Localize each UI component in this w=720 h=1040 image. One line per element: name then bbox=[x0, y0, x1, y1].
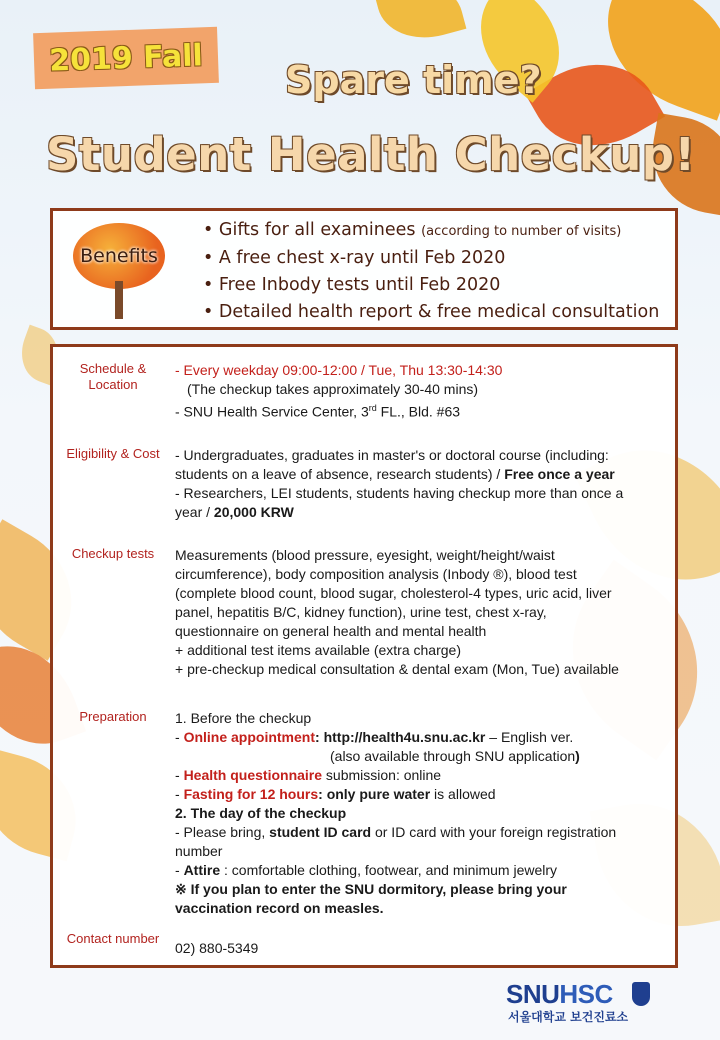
info-box bbox=[50, 344, 678, 968]
autumn-leaf-decoration bbox=[374, 0, 467, 49]
year-badge: 2019 Fall bbox=[33, 27, 219, 89]
schedule-duration: (The checkup takes approximately 30-40 mins) bbox=[187, 381, 479, 397]
tests-line: panel, hepatitis B/C, kidney function), urine test, chest x-ray, bbox=[175, 604, 547, 620]
preparation-content bbox=[175, 709, 675, 918]
tests-line: (complete blood count, blood sugar, cholesterol-4 types, uric acid, liver bbox=[175, 585, 612, 601]
tests-line: + pre-checkup medical consultation & dental exam (Mon, Tue) available bbox=[175, 661, 619, 677]
tests-label: Checkup tests bbox=[71, 546, 155, 561]
eligibility-label: Eligibility & Cost bbox=[66, 446, 160, 461]
attire-instruction: - Attire : comfortable clothing, footwear, and minimum jewelry bbox=[175, 862, 558, 878]
tests-line: circumference), body composition analysis (Inbody ®), blood test bbox=[175, 566, 577, 582]
dormitory-note: vaccination record on measles. bbox=[175, 900, 384, 916]
benefits-label: Benefits bbox=[80, 245, 158, 267]
logo-subtitle: 서울대학교 보건진료소 bbox=[508, 1010, 629, 1024]
tests-content bbox=[175, 546, 675, 679]
tests-line: + additional test items available (extra charge) bbox=[175, 642, 461, 658]
contact-label: Contact number bbox=[66, 931, 160, 946]
page-title: Student Health Checkup! bbox=[46, 128, 696, 181]
fasting-instruction: - Fasting for 12 hours: only pure water is allowed bbox=[175, 786, 496, 802]
schedule-label: Schedule & Location bbox=[79, 361, 147, 392]
tagline: Spare time? bbox=[285, 58, 542, 102]
eligibility-content bbox=[175, 446, 675, 522]
bring-id-cont: number bbox=[175, 843, 223, 859]
benefit-item: • Free Inbody tests until Feb 2020 bbox=[203, 275, 501, 295]
tests-line: Measurements (blood pressure, eyesight, weight/height/waist bbox=[175, 547, 555, 563]
benefits-list bbox=[203, 217, 659, 326]
preparation-label: Preparation bbox=[79, 709, 147, 724]
logo-wordmark: SNUHSC bbox=[506, 979, 613, 1009]
schedule-hours: - Every weekday 09:00-12:00 / Tue, Thu 13:30-14:30 bbox=[175, 362, 503, 378]
benefit-item: • Detailed health report & free medical consultation bbox=[203, 302, 660, 322]
preparation-heading: 1. Before the checkup bbox=[175, 710, 312, 726]
snuhsc-logo bbox=[506, 980, 656, 1030]
tests-line: questionnaire on general health and mental health bbox=[175, 623, 487, 639]
dormitory-note: ※ If you plan to enter the SNU dormitory, please bring your bbox=[175, 881, 567, 897]
eligibility-line: - Undergraduates, graduates in master's or doctoral course (including: bbox=[175, 447, 609, 463]
bring-id: - Please bring, student ID card or ID card with your foreign registration bbox=[175, 824, 617, 840]
eligibility-line: - Researchers, LEI students, students having checkup more than once a bbox=[175, 485, 624, 501]
online-appointment-note: (also available through SNU application) bbox=[330, 748, 580, 764]
eligibility-line: year / 20,000 KRW bbox=[175, 504, 294, 520]
benefits-box bbox=[50, 208, 678, 330]
online-appointment: - Online appointment: http://health4u.snu.ac.kr – English ver. bbox=[175, 729, 574, 745]
schedule-content bbox=[175, 361, 675, 422]
eligibility-line: students on a leave of absence, research students) / Free once a year bbox=[175, 466, 615, 482]
benefit-item: • Gifts for all examinees (according to number of visits) bbox=[203, 220, 622, 240]
tree-icon bbox=[71, 217, 167, 323]
benefit-item: • A free chest x-ray until Feb 2020 bbox=[203, 248, 506, 268]
schedule-location: - SNU Health Service Center, 3rd FL., Bld. #63 bbox=[175, 403, 461, 420]
contact-number: 02) 880-5349 bbox=[175, 940, 259, 956]
health-questionnaire: - Health questionnaire submission: online bbox=[175, 767, 442, 783]
preparation-heading: 2. The day of the checkup bbox=[175, 805, 347, 821]
shield-icon bbox=[632, 982, 650, 1006]
